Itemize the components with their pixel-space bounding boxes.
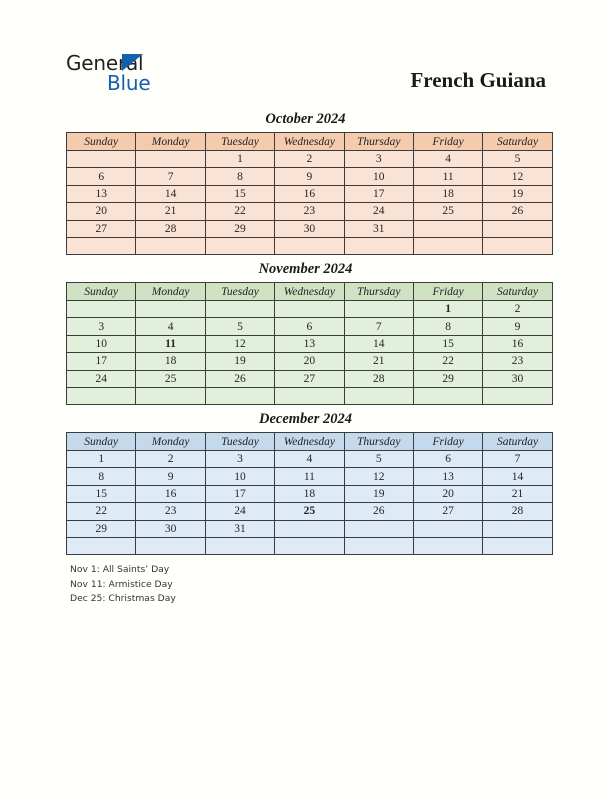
calendar-body xyxy=(67,301,553,405)
day-cell[interactable]: 3 xyxy=(205,451,274,468)
day-cell[interactable]: 29 xyxy=(413,370,482,387)
day-cell[interactable]: 14 xyxy=(483,468,552,485)
calendar-week-row xyxy=(67,387,553,404)
day-cell-empty xyxy=(205,301,274,318)
day-cell[interactable]: 22 xyxy=(413,353,482,370)
day-cell[interactable]: 7 xyxy=(344,318,413,335)
weekday-header-monday: Monday xyxy=(136,283,205,301)
day-cell[interactable]: 7 xyxy=(483,451,552,468)
day-cell[interactable]: 5 xyxy=(205,318,274,335)
weekday-header-friday: Friday xyxy=(413,283,482,301)
day-cell-empty xyxy=(136,537,205,554)
day-cell[interactable]: 27 xyxy=(67,220,136,237)
weekday-header-tuesday: Tuesday xyxy=(205,433,274,451)
day-cell-empty xyxy=(344,387,413,404)
calendar-week-row xyxy=(67,301,553,318)
weekday-header-friday: Friday xyxy=(413,433,482,451)
day-cell[interactable]: 21 xyxy=(136,203,205,220)
day-cell[interactable]: 13 xyxy=(67,185,136,202)
day-cell[interactable]: 4 xyxy=(136,318,205,335)
day-cell[interactable]: 22 xyxy=(67,503,136,520)
day-cell-holiday[interactable]: 11 xyxy=(136,335,205,352)
page-header xyxy=(0,0,612,108)
day-cell-empty xyxy=(344,301,413,318)
calendar-week-row xyxy=(67,185,553,202)
day-cell-empty xyxy=(136,387,205,404)
weekday-header-thursday: Thursday xyxy=(344,283,413,301)
day-cell-empty xyxy=(344,520,413,537)
month-title: November 2024 xyxy=(258,261,353,277)
day-cell[interactable]: 20 xyxy=(67,203,136,220)
day-cell[interactable]: 9 xyxy=(275,168,344,185)
day-cell[interactable]: 19 xyxy=(483,185,552,202)
day-cell[interactable]: 10 xyxy=(344,168,413,185)
day-cell[interactable]: 11 xyxy=(413,168,482,185)
day-cell[interactable]: 23 xyxy=(136,503,205,520)
day-cell-empty xyxy=(413,387,482,404)
day-cell[interactable]: 25 xyxy=(413,203,482,220)
calendar-week-row xyxy=(67,220,553,237)
day-cell[interactable]: 9 xyxy=(483,318,552,335)
day-cell[interactable]: 18 xyxy=(413,185,482,202)
day-cell-empty xyxy=(136,237,205,254)
day-cell-empty xyxy=(483,537,552,554)
day-cell-empty xyxy=(67,387,136,404)
day-cell-empty xyxy=(67,537,136,554)
day-cell[interactable]: 1 xyxy=(205,151,274,168)
triangle-icon xyxy=(122,54,143,71)
calendar-week-row xyxy=(67,168,553,185)
day-cell[interactable]: 12 xyxy=(344,468,413,485)
day-cell[interactable]: 29 xyxy=(205,220,274,237)
day-cell-empty xyxy=(483,387,552,404)
day-cell-empty xyxy=(344,237,413,254)
weekday-header-row xyxy=(67,133,553,151)
day-cell[interactable]: 2 xyxy=(275,151,344,168)
day-cell[interactable]: 18 xyxy=(136,353,205,370)
calendar-table-december xyxy=(66,432,553,555)
weekday-header-wednesday: Wednesday xyxy=(275,283,344,301)
weekday-header-monday: Monday xyxy=(136,133,205,151)
day-cell[interactable]: 14 xyxy=(136,185,205,202)
day-cell-empty xyxy=(67,237,136,254)
day-cell[interactable]: 11 xyxy=(275,468,344,485)
day-cell[interactable]: 5 xyxy=(344,451,413,468)
calendar-week-row xyxy=(67,370,553,387)
day-cell[interactable]: 12 xyxy=(483,168,552,185)
calendar-week-row xyxy=(67,203,553,220)
weekday-header-saturday: Saturday xyxy=(483,133,552,151)
day-cell-empty xyxy=(483,237,552,254)
logo-text-blue: Blue xyxy=(107,71,151,95)
legend-item: Nov 11: Armistice Day xyxy=(70,578,173,590)
day-cell[interactable]: 27 xyxy=(275,370,344,387)
weekday-header-saturday: Saturday xyxy=(483,433,552,451)
day-cell[interactable]: 19 xyxy=(205,353,274,370)
legend-item: Nov 1: All Saints’ Day xyxy=(70,564,170,575)
weekday-header-sunday: Sunday xyxy=(67,133,136,151)
day-cell[interactable]: 15 xyxy=(67,485,136,502)
day-cell[interactable]: 30 xyxy=(136,520,205,537)
day-cell[interactable]: 24 xyxy=(67,370,136,387)
day-cell[interactable]: 28 xyxy=(344,370,413,387)
day-cell[interactable]: 31 xyxy=(344,220,413,237)
weekday-header-tuesday: Tuesday xyxy=(205,283,274,301)
day-cell[interactable]: 4 xyxy=(275,451,344,468)
day-cell-empty xyxy=(344,537,413,554)
day-cell[interactable]: 18 xyxy=(275,485,344,502)
day-cell[interactable]: 17 xyxy=(344,185,413,202)
day-cell[interactable]: 1 xyxy=(67,451,136,468)
day-cell[interactable]: 26 xyxy=(344,503,413,520)
logo-text-general: General xyxy=(66,51,144,75)
day-cell[interactable]: 28 xyxy=(136,220,205,237)
month-title: December 2024 xyxy=(258,411,352,427)
day-cell[interactable]: 16 xyxy=(275,185,344,202)
day-cell-holiday[interactable]: 1 xyxy=(413,301,482,318)
day-cell[interactable]: 31 xyxy=(205,520,274,537)
calendar-week-row xyxy=(67,485,553,502)
weekday-header-thursday: Thursday xyxy=(344,433,413,451)
day-cell[interactable]: 19 xyxy=(344,485,413,502)
day-cell[interactable]: 13 xyxy=(413,468,482,485)
day-cell[interactable]: 27 xyxy=(413,503,482,520)
day-cell-empty xyxy=(275,237,344,254)
day-cell-empty xyxy=(136,301,205,318)
day-cell[interactable]: 14 xyxy=(344,335,413,352)
day-cell[interactable]: 29 xyxy=(67,520,136,537)
calendar-body xyxy=(67,151,553,255)
day-cell[interactable]: 4 xyxy=(413,151,482,168)
day-cell-empty xyxy=(413,520,482,537)
day-cell-empty xyxy=(483,220,552,237)
day-cell[interactable]: 10 xyxy=(67,335,136,352)
day-cell[interactable]: 5 xyxy=(483,151,552,168)
day-cell-empty xyxy=(275,301,344,318)
day-cell[interactable]: 9 xyxy=(136,468,205,485)
calendar-table-november xyxy=(66,282,553,405)
weekday-header-wednesday: Wednesday xyxy=(275,433,344,451)
day-cell[interactable]: 24 xyxy=(344,203,413,220)
weekday-header-row xyxy=(67,433,553,451)
day-cell[interactable]: 25 xyxy=(136,370,205,387)
month-block-december xyxy=(66,408,545,555)
day-cell[interactable]: 20 xyxy=(413,485,482,502)
month-block-november xyxy=(66,258,545,405)
day-cell[interactable]: 28 xyxy=(483,503,552,520)
calendar-body xyxy=(67,451,553,555)
day-cell-empty xyxy=(275,520,344,537)
day-cell[interactable]: 12 xyxy=(205,335,274,352)
weekday-header-tuesday: Tuesday xyxy=(205,133,274,151)
weekday-header-thursday: Thursday xyxy=(344,133,413,151)
day-cell[interactable]: 15 xyxy=(413,335,482,352)
holiday-legend xyxy=(66,563,366,607)
day-cell[interactable]: 13 xyxy=(275,335,344,352)
calendar-week-row xyxy=(67,237,553,254)
weekday-header-sunday: Sunday xyxy=(67,433,136,451)
weekday-header-wednesday: Wednesday xyxy=(275,133,344,151)
day-cell[interactable]: 15 xyxy=(205,185,274,202)
general-blue-logo xyxy=(66,52,216,100)
day-cell-empty xyxy=(413,237,482,254)
day-cell[interactable]: 2 xyxy=(136,451,205,468)
day-cell-empty xyxy=(275,537,344,554)
day-cell-empty xyxy=(205,387,274,404)
day-cell[interactable]: 6 xyxy=(413,451,482,468)
day-cell[interactable]: 7 xyxy=(136,168,205,185)
page-title: French Guiana xyxy=(410,68,546,92)
calendar-table-october xyxy=(66,132,553,255)
calendar-week-row xyxy=(67,451,553,468)
weekday-header-friday: Friday xyxy=(413,133,482,151)
day-cell[interactable]: 26 xyxy=(483,203,552,220)
calendar-week-row xyxy=(67,151,553,168)
day-cell[interactable]: 23 xyxy=(483,353,552,370)
day-cell[interactable]: 21 xyxy=(483,485,552,502)
day-cell[interactable]: 22 xyxy=(205,203,274,220)
day-cell[interactable]: 8 xyxy=(413,318,482,335)
day-cell[interactable]: 30 xyxy=(483,370,552,387)
day-cell-empty xyxy=(136,151,205,168)
weekday-header-saturday: Saturday xyxy=(483,283,552,301)
day-cell[interactable]: 21 xyxy=(344,353,413,370)
day-cell[interactable]: 30 xyxy=(275,220,344,237)
weekday-header-sunday: Sunday xyxy=(67,283,136,301)
day-cell[interactable]: 3 xyxy=(67,318,136,335)
day-cell[interactable]: 2 xyxy=(483,301,552,318)
day-cell-holiday[interactable]: 25 xyxy=(275,503,344,520)
day-cell[interactable]: 20 xyxy=(275,353,344,370)
calendar-week-row xyxy=(67,537,553,554)
month-block-october xyxy=(66,108,545,255)
calendar-week-row xyxy=(67,503,553,520)
day-cell[interactable]: 26 xyxy=(205,370,274,387)
day-cell-empty xyxy=(205,537,274,554)
day-cell[interactable]: 24 xyxy=(205,503,274,520)
day-cell-empty xyxy=(413,537,482,554)
day-cell[interactable]: 17 xyxy=(205,485,274,502)
day-cell[interactable]: 16 xyxy=(483,335,552,352)
day-cell[interactable]: 10 xyxy=(205,468,274,485)
day-cell[interactable]: 6 xyxy=(67,168,136,185)
calendar-week-row xyxy=(67,335,553,352)
day-cell-empty xyxy=(483,520,552,537)
weekday-header-monday: Monday xyxy=(136,433,205,451)
legend-item: Dec 25: Christmas Day xyxy=(70,593,176,604)
day-cell-empty xyxy=(275,387,344,404)
calendar-week-row xyxy=(67,520,553,537)
calendar-week-row xyxy=(67,318,553,335)
calendar-week-row xyxy=(67,353,553,370)
day-cell[interactable]: 3 xyxy=(344,151,413,168)
weekday-header-row xyxy=(67,283,553,301)
day-cell[interactable]: 17 xyxy=(67,353,136,370)
day-cell[interactable]: 8 xyxy=(205,168,274,185)
day-cell[interactable]: 23 xyxy=(275,203,344,220)
day-cell-empty xyxy=(67,301,136,318)
day-cell[interactable]: 16 xyxy=(136,485,205,502)
month-title: October 2024 xyxy=(265,111,346,127)
day-cell-empty xyxy=(413,220,482,237)
day-cell[interactable]: 8 xyxy=(67,468,136,485)
day-cell-empty xyxy=(67,151,136,168)
calendar-week-row xyxy=(67,468,553,485)
day-cell-empty xyxy=(205,237,274,254)
day-cell[interactable]: 6 xyxy=(275,318,344,335)
